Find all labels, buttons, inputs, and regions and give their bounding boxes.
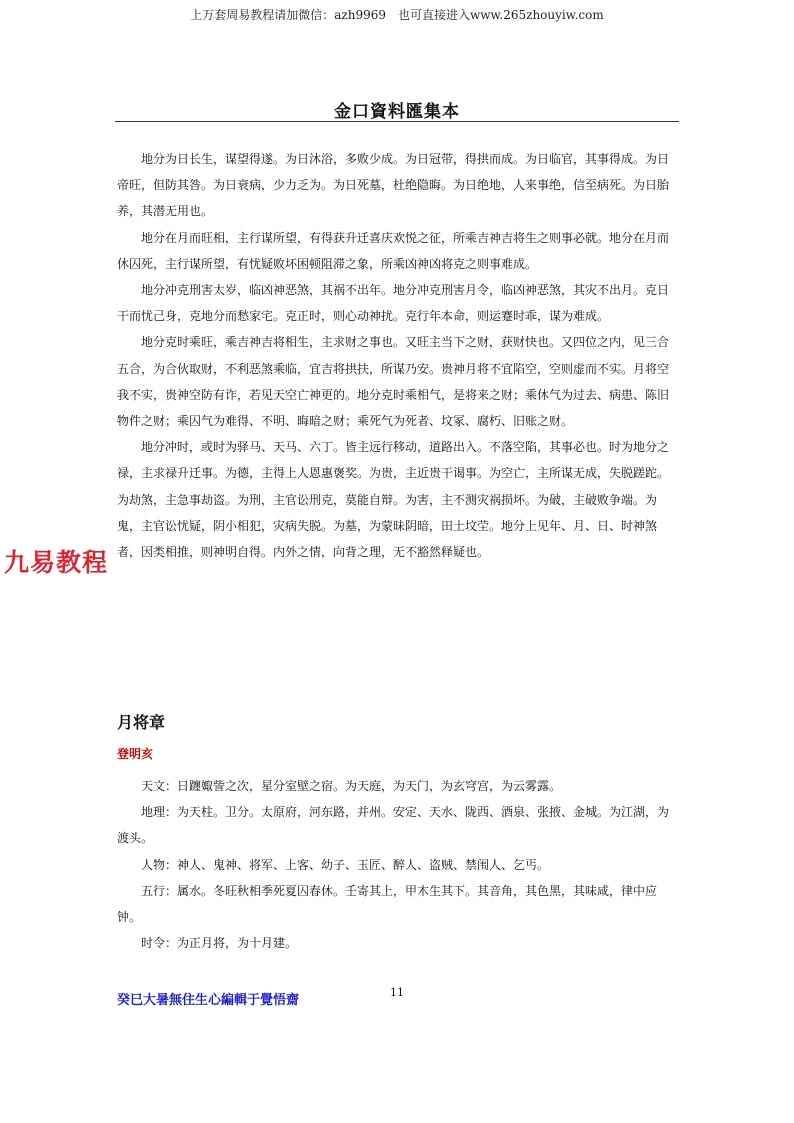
book-title: 金口資料匯集本 [334,102,460,122]
entry: 地理：为天柱。卫分。太原府，河东路，并州。安定、天水、陇西、酒泉、张掖、金城。为江湖，为渡头。 [117,805,670,846]
paragraph: 地分为日长生，谋望得遂。为日沐浴，多败少成。为日冠带，得拱而成。为日临官，其事得成。为日帝旺，但防其咎。为日衰病，少力乏为。为日死墓，杜绝隐晦。为日绝地，人来事绝，信至病死。为日胎养，其潜无用也。 [117,152,670,219]
entry: 人物：神人、鬼神、将军、上客、幼子、玉匠、醉人、盗贼、禁闱人、乞丐。 [141,857,550,872]
paragraph: 地分冲时，或时为驿马、天马、六丁。皆主远行移动，道路出入。不落空陷，其事必也。时为地分之禄，主求禄升迁事。为德，主得上人恩惠褒奖。为贵，主近贵干谒事。为空亡，主所谋无成，失脱蹉跎。为劫煞，主急事劫盗。为刑，主官讼刑克，莫能自辩。为害，主不测灾祸损坏。为破，主破败争端。为鬼，主官讼忧疑，阴小相犯，灾病失脱。为墓，为蒙昧阴暗，田土坟茔。地分上见年、月、日、时神煞者，因类相推，则神明自得。内外之情，向背之理，无不豁然释疑也。 [117,440,670,560]
body-text [117,146,679,565]
entry: 五行：属水。冬旺秋相季死夏囚春休。壬寄其上，甲木生其下。其音角，其色黑，其味咸，律中应钟。 [117,883,658,925]
paragraph: 地分在月而旺相，主行谋所望，有得获升迁喜庆欢悦之征，所乘吉神吉将生之则事必就。地分在月而休囚死，主行谋所望，有忧疑败坏困顿阻滞之象，所乘凶神凶将克之则事难成。 [117,230,670,271]
entry: 时令：为正月将，为十月建。 [141,936,298,951]
entry: 天文：日躔娵訾之次，星分室壁之宿。为天庭，为天门，为玄穹宫，为云雾露。 [141,779,562,793]
section-entries [117,773,679,956]
page-number: 11 [390,986,404,999]
paragraph: 地分克时乘旺，乘吉神吉将相生，主求财之事也。又旺主当下之财，获财快也。又四位之内，见三合五合，为合伙取财，不利恶煞乘临，宜吉将拱扶，所谋乃安。贵神月将不宜陷空，空则虚而不实。月将空我不实，贵神空防有诈，若见天空亡神更的。地分克时乘相气，是将来之财；乘休气为过去、病患、陈旧物件之财；乘囚气为难得、不明、晦暗之财；乘死气为死者、坟冢、腐朽、旧账之财。 [117,335,670,429]
paragraph: 地分冲克刑害太岁，临凶神恶煞，其祸不出年。地分冲克刑害月令，临凶神恶煞，其灾不出月。克日干而忧己身，克地分而愁家宅。克正时，则心动神扰。克行年本命，则运蹇时乖，谋为难成。 [117,283,670,324]
footer-signature: 癸巳大暑無住生心編輯于覺悟齋 [117,993,300,1008]
top-notice: 上万套周易教程请加微信：azh9969 也可直接进入www.265zhouyiw.com [190,8,604,22]
watermark-text: 九易教程 [4,548,109,577]
section-subheading: 登明亥 [117,747,154,761]
header-rule [115,121,679,122]
section-heading: 月将章 [117,713,166,732]
